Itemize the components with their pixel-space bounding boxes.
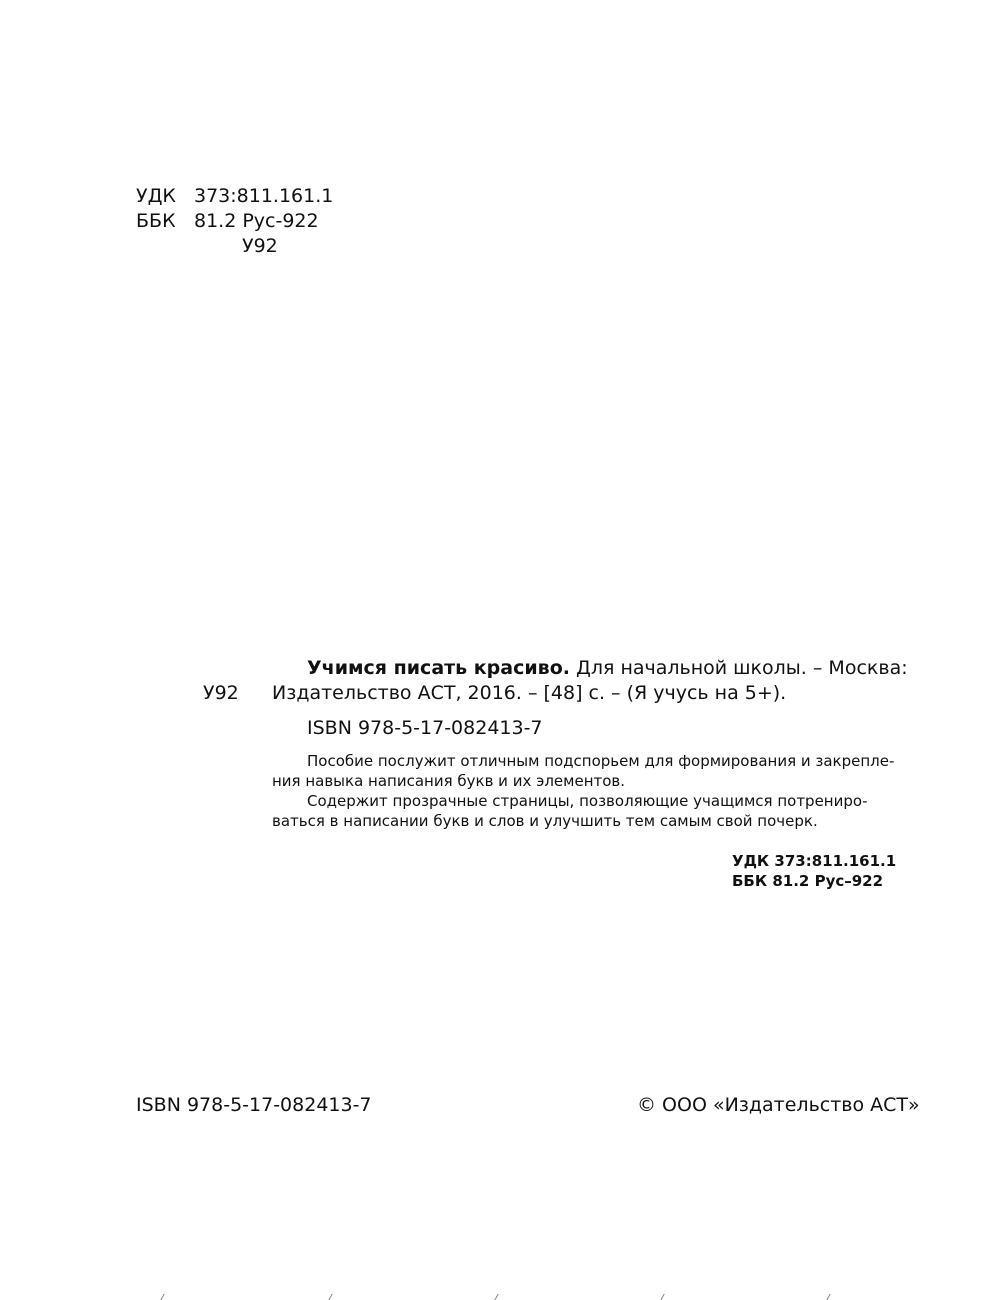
book-title: Учимся писать красиво.	[307, 657, 570, 679]
bbk-value: 81.2 Рус-922	[194, 210, 319, 232]
small-udk: УДК 373:811.161.1	[732, 852, 897, 870]
isbn-main: ISBN 978-5-17-082413-7	[307, 717, 543, 739]
annotation-p2-line2: ваться в написании букв и слов и улучшить тем самым свой почерк.	[272, 812, 818, 830]
bbk-label: ББК	[136, 210, 176, 232]
author-sign-top: У92	[242, 235, 278, 257]
crop-mark	[660, 1294, 670, 1300]
footer-isbn: ISBN 978-5-17-082413-7	[136, 1094, 372, 1116]
udk-label: УДК	[136, 185, 176, 207]
udk-value: 373:811.161.1	[194, 185, 334, 207]
annotation-p1-line1: Пособие послужит отличным подспорьем для формирования и закрепле-	[307, 752, 895, 770]
crop-mark	[328, 1294, 338, 1300]
small-bbk: ББК 81.2 Рус–922	[732, 872, 884, 890]
crop-mark	[160, 1294, 170, 1300]
annotation-p2-line1: Содержит прозрачные страницы, позволяющие учащимся потрениро-	[307, 792, 868, 810]
title-line	[307, 656, 908, 681]
author-sign-main: У92	[203, 682, 239, 704]
footer-copyright: © ООО «Издательство АСТ»	[637, 1094, 920, 1116]
udk-row	[136, 184, 396, 209]
annotation-p1-line2: ния навыка написания букв и их элементов.	[272, 772, 626, 790]
publisher-line: Издательство АСТ, 2016. – [48] с. – (Я учусь на 5+).	[272, 682, 787, 704]
crop-mark	[826, 1294, 836, 1300]
bbk-row	[136, 209, 396, 234]
title-continuation: Для начальной школы. – Москва:	[569, 657, 908, 679]
crop-mark	[494, 1294, 504, 1300]
